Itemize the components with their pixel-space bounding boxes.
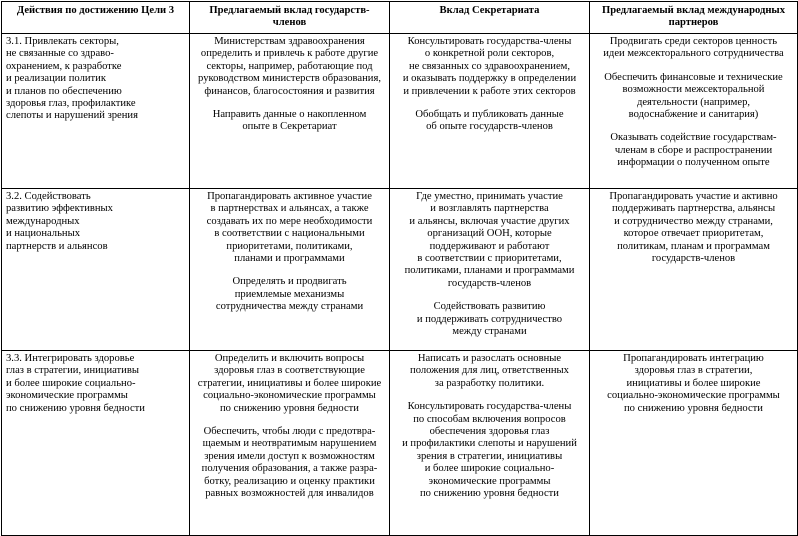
member-states-cell (190, 351, 390, 536)
partners-cell (590, 189, 798, 351)
paragraph: Обобщать и публиковать данные об опыте государств-членов (415, 109, 564, 133)
header-actions: Действия по достижению Цели 3 (2, 2, 190, 34)
action-text: 3.1. Привлекать секторы, не связанные со здраво- охранением, к разработке и реализации политик и планов по обеспечению здоровья глаз, профилактике слепоты и нарушений зрения (6, 36, 138, 122)
paragraph: Министерствам здравоохранения определить и привлечь к работе другие секторы, например, работающие под руководством министерств образования, финансов, благосостояния и развития (198, 36, 381, 97)
member-states-cell (190, 189, 390, 351)
paragraph: Обеспечить финансовые и технические возможности межсекторальной деятельности (например, водоснабжение и санитария) (604, 71, 783, 121)
action-cell (2, 351, 190, 536)
secretariat-cell (390, 34, 590, 189)
table-row (2, 351, 798, 536)
header-row (2, 2, 798, 34)
paragraph: Консультировать государства-члены о конкретной роли секторов, не связанных со здравоохранением, и оказывать поддержку в определении и привлечении к работе этих секторов (402, 36, 577, 97)
partners-cell (590, 351, 798, 536)
paragraph: Направить данные о накопленном опыте в Секретариат (212, 109, 367, 133)
secretariat-cell (390, 189, 590, 351)
paragraph: Пропагандировать активное участие в партнерствах и альянсах, а также создавать их по мере необходимости в соответствии с национальными приоритетами, политиками, планами и программами (206, 191, 373, 265)
paragraph: Определить и включить вопросы здоровья глаз в соответствующие стратегии, инициативы и более широкие социально-экономические программы по снижению уровня бедности (197, 353, 382, 414)
paragraph: Содействовать развитию и поддерживать сотрудничество между странами (416, 301, 563, 338)
paragraph: Оказывать содействие государствам- членам в сборе и распространении информации о полученном опыте (610, 132, 777, 169)
paragraph: Пропагандировать интеграцию здоровья глаз в стратегии, инициативы и более широкие социально-экономические программы по снижению уровня бедности (607, 353, 780, 414)
header-member-states: Предлагаемый вклад государств-членов (190, 2, 390, 34)
member-states-cell (190, 34, 390, 189)
action-cell (2, 34, 190, 189)
paragraph: Написать и разослать основные положения для лиц, ответственных за разработку политики. (410, 353, 569, 389)
header-secretariat: Вклад Секретариата (390, 2, 590, 34)
paragraph: Определять и продвигать приемлемые механизмы сотрудничества между странами (215, 276, 364, 313)
paragraph: Где уместно, принимать участие и возглавлять партнерства и альянсы, включая участие других организаций ООН, которые поддерживают и работают в соответствии с приоритетами, политиками, планами и программами государств-членов (404, 191, 575, 289)
paragraph: Консультировать государства-члены по способам включения вопросов обеспечения здоровья глаз и профилактики слепоты и нарушений зрения в стратегии, инициативы и более широкие социально- экономические программы по снижению уровня бедности (402, 401, 577, 500)
table-row (2, 189, 798, 351)
paragraph: Пропагандировать участие и активно поддерживать партнерства, альянсы и сотрудничество между странами, которое отвечает приоритетам, политикам, планам и программам государств-членов (609, 191, 778, 265)
header-partners: Предлагаемый вклад международных партнеров (590, 2, 798, 34)
secretariat-cell (390, 351, 590, 536)
action-table (1, 1, 798, 536)
partners-cell (590, 34, 798, 189)
table-row (2, 34, 798, 189)
action-text: 3.3. Интегрировать здоровье глаз в стратегии, инициативы и более широкие социально- экономические программы по снижению уровня бедности (6, 353, 145, 414)
action-text: 3.2. Содействовать развитию эффективных международных и национальных партнерств и альянсов (6, 191, 113, 252)
paragraph: Обеспечить, чтобы люди с предотвра- щаемым и неотвратимым нарушением зрения имели доступ к возможностям получения образования, а также разра- ботку, реализацию и оценку практики равных возможностей для инвалидов (201, 426, 378, 500)
paragraph: Продвигать среди секторов ценность идеи межсекторального сотрудничества (603, 36, 784, 60)
action-cell (2, 189, 190, 351)
